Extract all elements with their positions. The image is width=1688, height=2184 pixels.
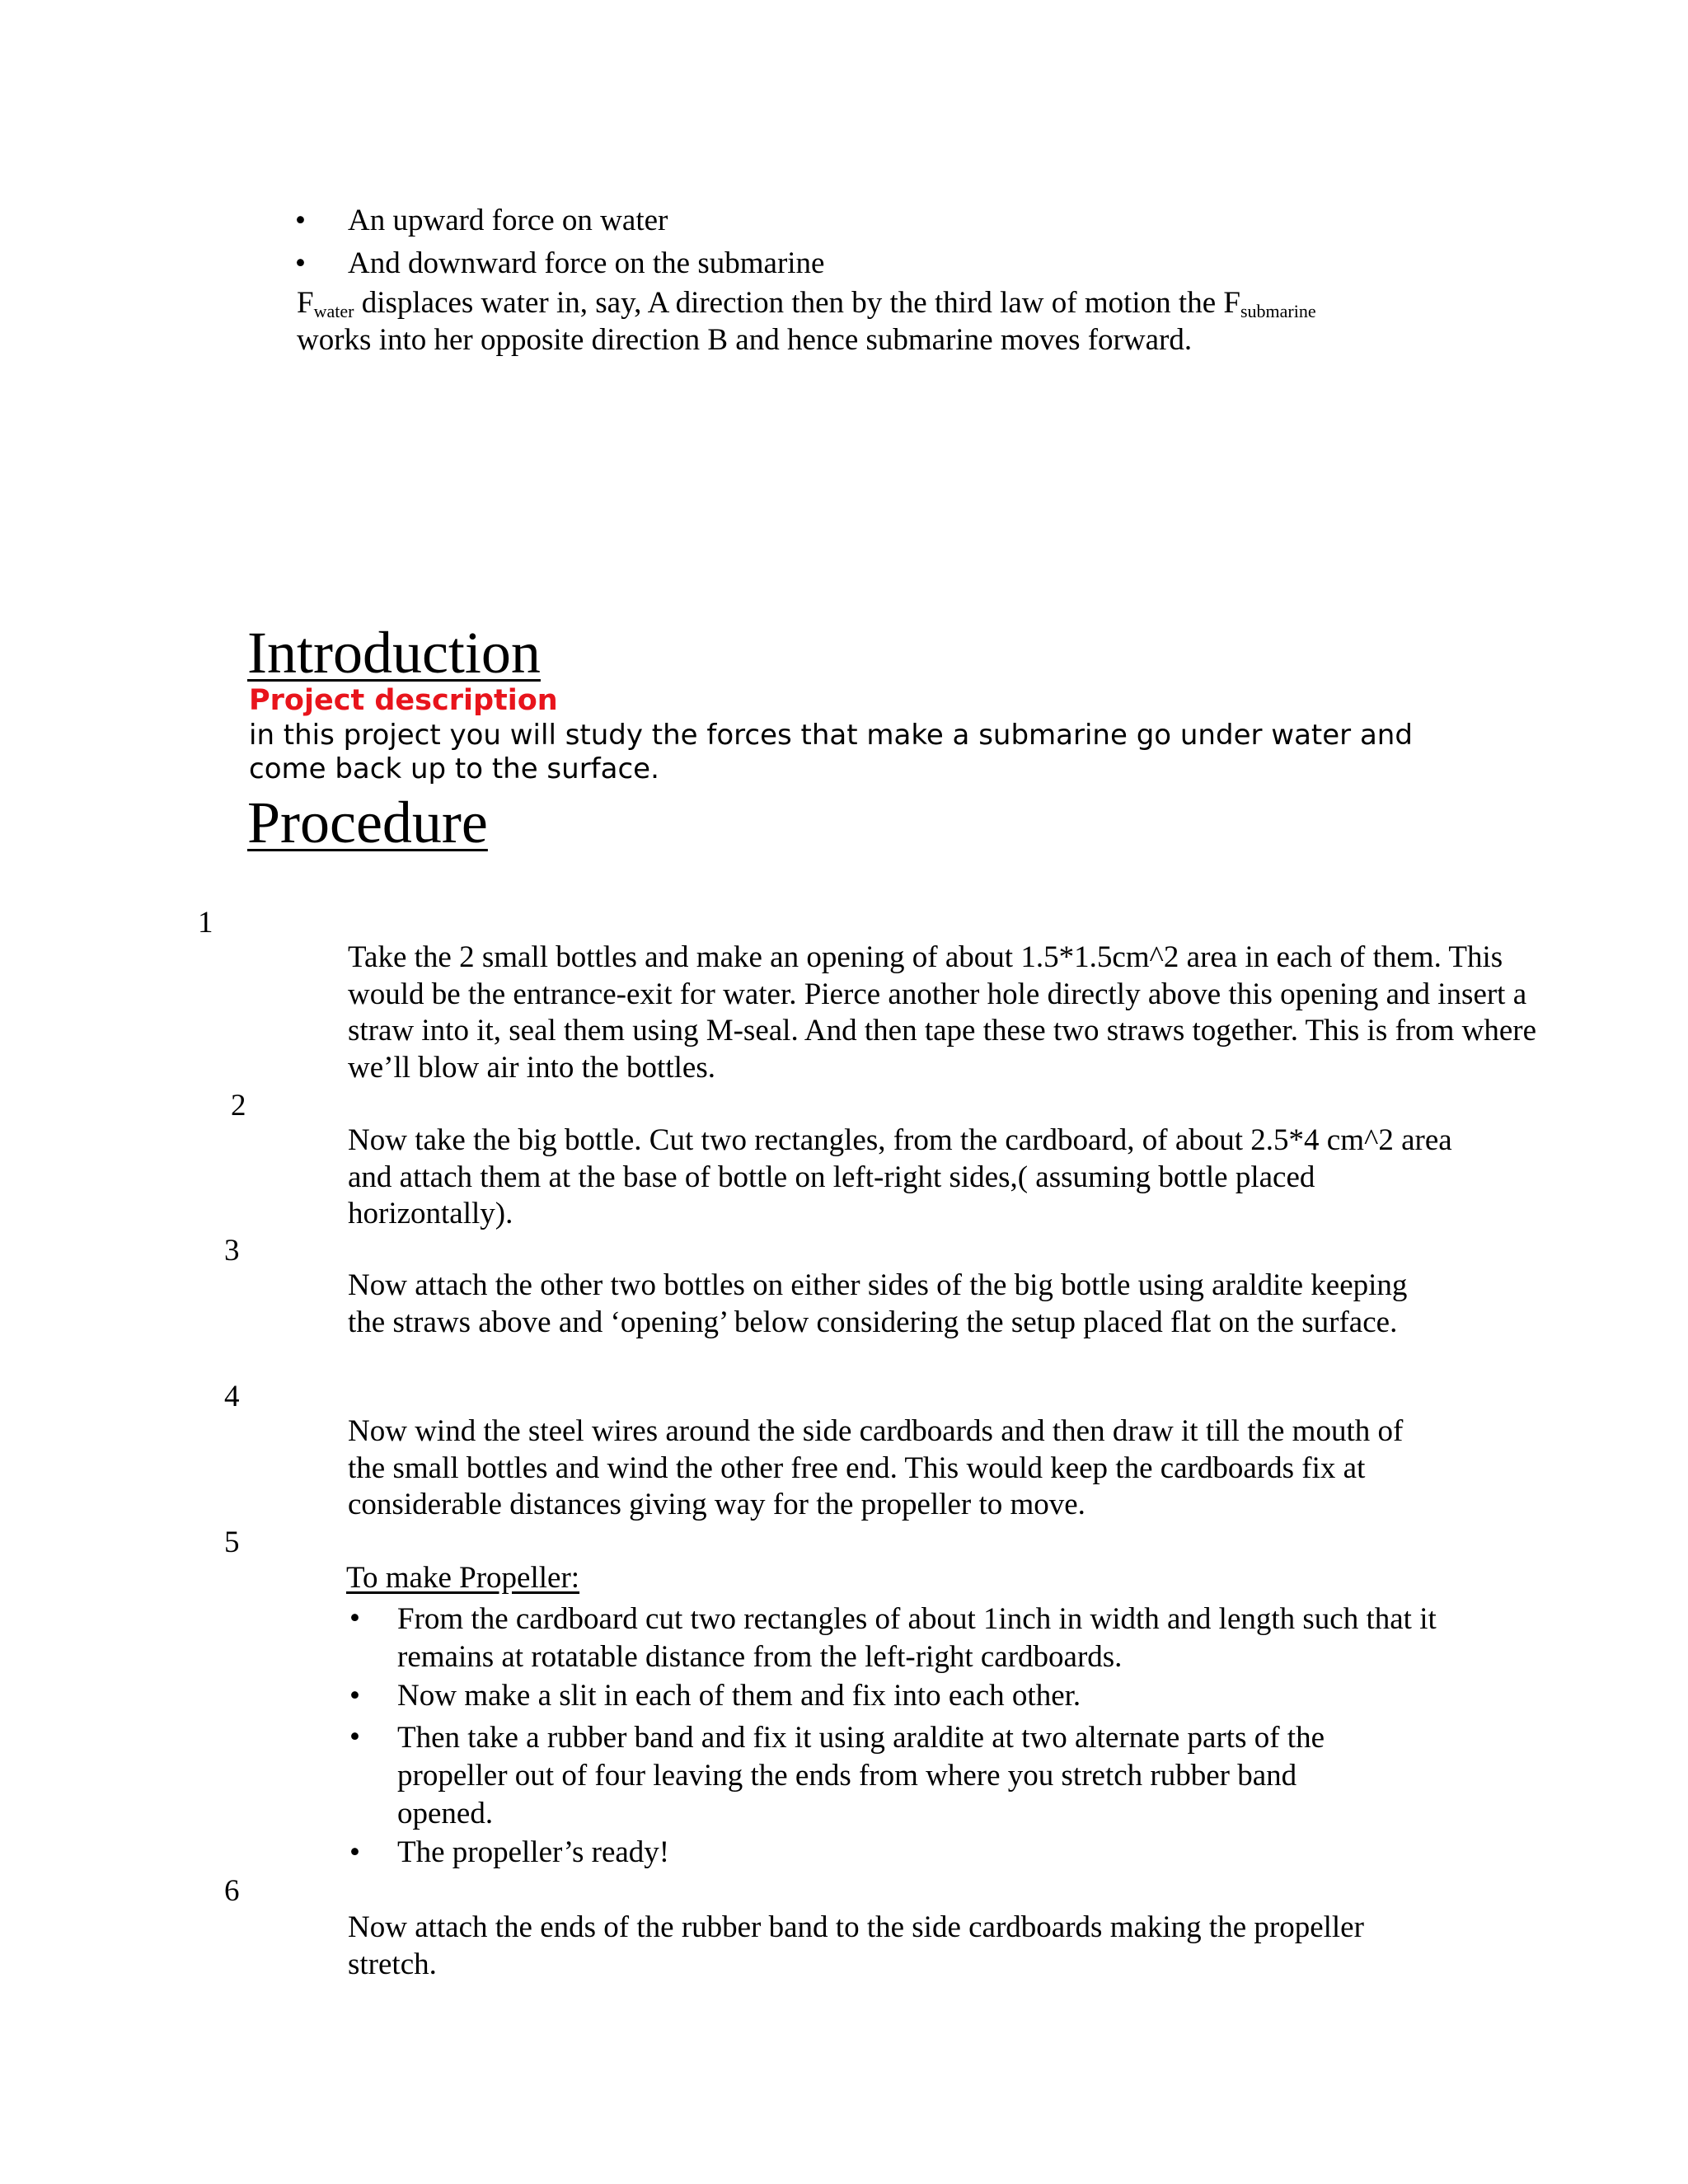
force-symbol: F <box>297 286 314 320</box>
bullet-icon: • <box>349 1601 360 1635</box>
step-number-1: 1 <box>198 906 213 940</box>
step-1-text: Take the 2 small bottles and make an opening of about 1.5*1.5cm^2 area in each of them. This would be the entrance-exit for water. Pierce another hole directly above this opening and insert a straw into it, seal them using M-seal. And then tape these two straws together. This is from where we’ll blow air into the bottles. <box>348 940 1537 1085</box>
force-subscript-submarine: submarine <box>1240 301 1316 321</box>
step-number-3: 3 <box>224 1234 240 1268</box>
bullet-icon: • <box>349 1835 360 1869</box>
top-bullet-2: And downward force on the submarine <box>348 246 825 280</box>
force-subscript-water: water <box>313 301 354 321</box>
force-text: displaces water in, say, A direction then by the third law of motion the F <box>354 286 1240 320</box>
bullet-icon: • <box>349 1679 360 1713</box>
step-number-5: 5 <box>224 1526 240 1559</box>
step-3-text: Now attach the other two bottles on either sides of the big bottle using araldite keeping the straws above and ‘opening’ below considering the setup placed flat on the surface. <box>348 1268 1408 1339</box>
step-number-6: 6 <box>224 1874 240 1908</box>
procedure-heading: Procedure <box>247 790 488 855</box>
propeller-bullet-3: Then take a rubber band and fix it using araldite at two alternate parts of the propeller out of four leaving the ends from where you stretch rubber band opened. <box>397 1721 1325 1830</box>
bullet-icon: • <box>295 204 306 237</box>
project-description-text: in this project you will study the forces that make a submarine go under water and come back up to the surface. <box>249 719 1413 785</box>
step-2-text: Now take the big bottle. Cut two rectangles, from the cardboard, of about 2.5*4 cm^2 area and attach them at the base of bottle on left-right sides,( assuming bottle placed horizontally). <box>348 1123 1452 1230</box>
propeller-bullet-1: From the cardboard cut two rectangles of about 1inch in width and length such that it remains at rotatable distance from the left-right cardboards. <box>397 1602 1437 1674</box>
propeller-bullet-4: The propeller’s ready! <box>397 1835 670 1869</box>
force-text-line-2: works into her opposite direction B and hence submarine moves forward. <box>297 322 1193 357</box>
propeller-bullet-2: Now make a slit in each of them and fix into each other. <box>397 1679 1081 1713</box>
force-explanation <box>297 285 1533 359</box>
bullet-icon: • <box>295 246 306 280</box>
step-6-text: Now attach the ends of the rubber band to the side cardboards making the propeller stretch. <box>348 1910 1364 1981</box>
introduction-heading: Introduction <box>247 620 541 686</box>
step-number-2: 2 <box>231 1089 246 1122</box>
step-4-text: Now wind the steel wires around the side cardboards and then draw it till the mouth of the small bottles and wind the other free end. This would keep the cardboards fix at considerable distances giving way for the propeller to move. <box>348 1414 1404 1521</box>
bullet-icon: • <box>349 1720 360 1754</box>
project-description-label: Project description <box>249 684 558 717</box>
propeller-subheading: To make Propeller: <box>346 1561 580 1595</box>
step-number-4: 4 <box>224 1380 240 1413</box>
top-bullet-1: An upward force on water <box>348 204 668 237</box>
